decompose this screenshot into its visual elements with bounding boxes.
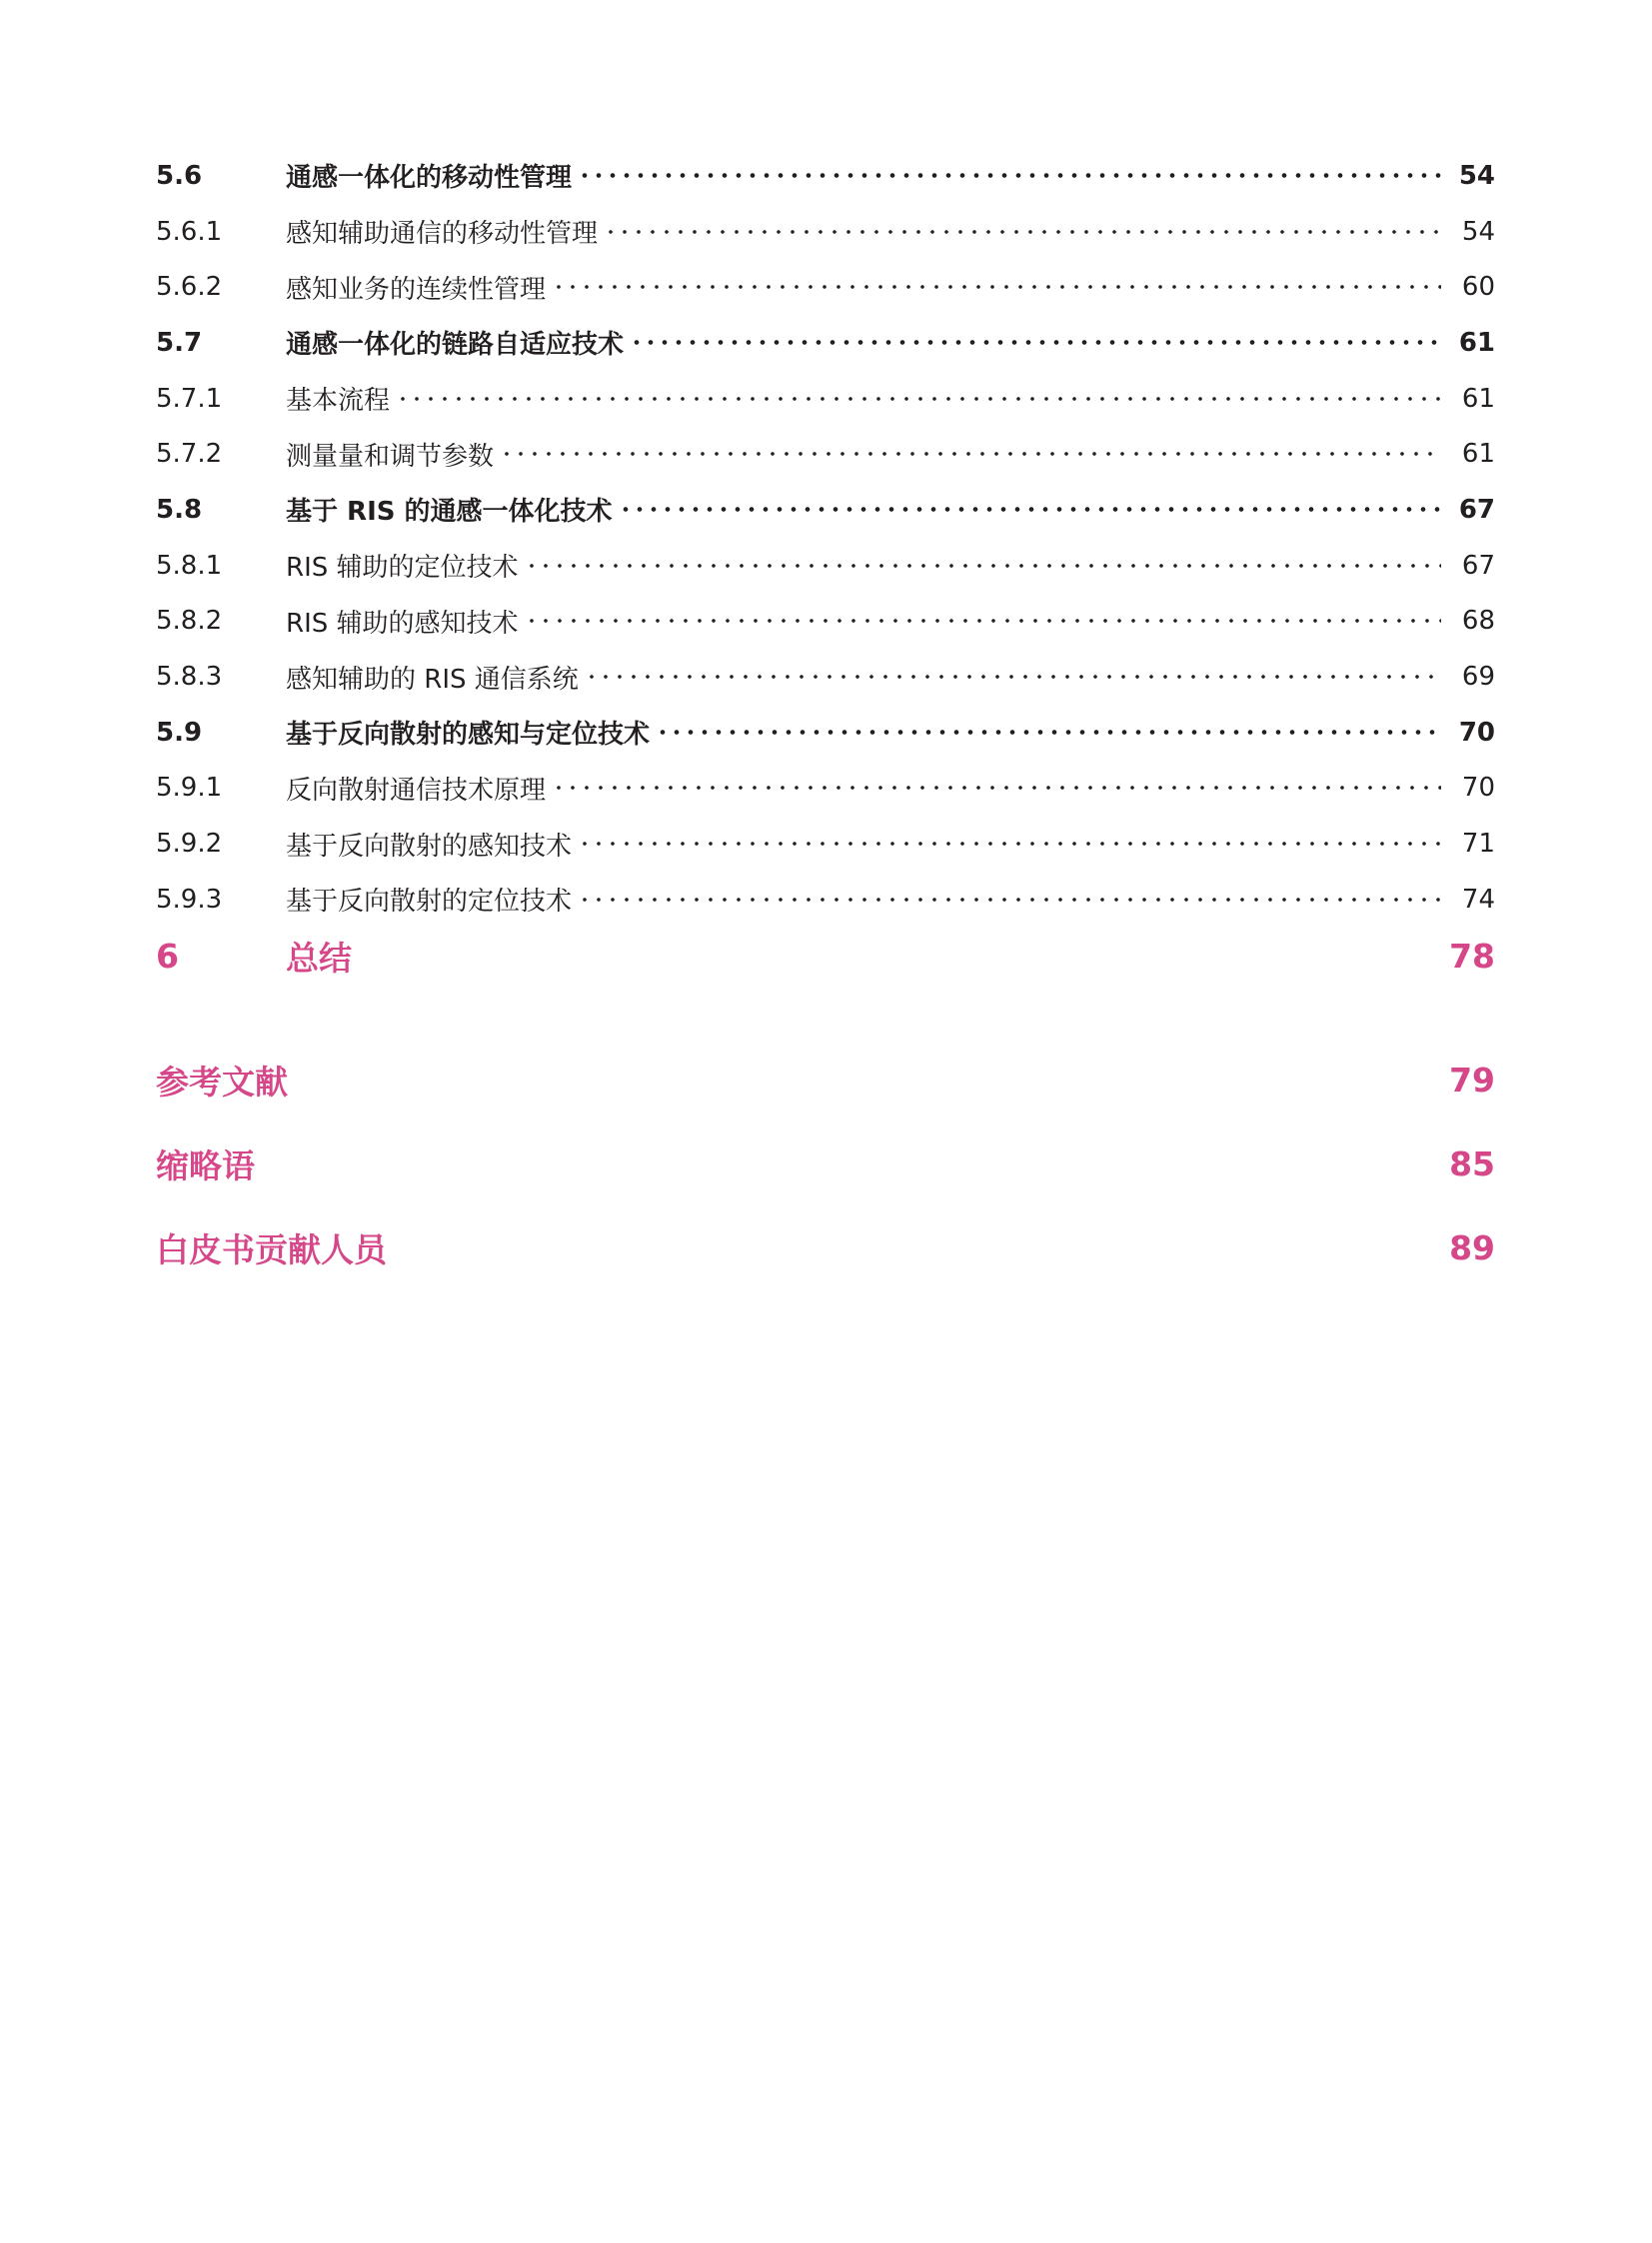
back-matter-page: 85: [1449, 1143, 1495, 1183]
toc-entry-number: 5.7.1: [156, 383, 223, 414]
toc-entry-5-8[interactable]: [156, 482, 1495, 538]
toc-entry-5-8-2[interactable]: [156, 594, 1495, 650]
toc-entry-5-8-1[interactable]: [156, 538, 1495, 594]
toc-entry-title: RIS 辅助的感知技术: [286, 608, 519, 639]
toc-entry-number: 5.7: [156, 327, 203, 358]
toc-entry-title: 基于 RIS 的通感一体化技术: [286, 497, 613, 528]
dot-leader: [619, 507, 1441, 512]
toc-entry-title: 基本流程: [286, 386, 391, 417]
toc-entry-title: 基于反向散射的定位技术: [286, 887, 573, 918]
toc-entry-page: 67: [1461, 550, 1495, 581]
back-matter-page: 89: [1449, 1227, 1495, 1267]
table-of-contents: [156, 148, 1495, 986]
toc-entry-title: 反向散射通信技术原理: [286, 775, 547, 806]
back-matter-contributors[interactable]: [156, 1205, 1495, 1289]
toc-entry-title: 感知辅助的 RIS 通信系统: [286, 664, 579, 695]
toc-entry-page: 61: [1458, 327, 1495, 358]
toc-entry-5-8-3[interactable]: [156, 649, 1495, 705]
toc-entry-page: 54: [1461, 216, 1495, 247]
toc-entry-5-6[interactable]: [156, 148, 1495, 204]
toc-entry-page: 71: [1461, 829, 1495, 860]
dot-leader: [604, 230, 1441, 234]
toc-entry-page: 60: [1461, 272, 1495, 303]
dot-leader: [578, 173, 1441, 178]
toc-chapter-6[interactable]: [156, 928, 1495, 986]
toc-entry-number: 5.6.2: [156, 272, 223, 303]
dot-leader: [630, 340, 1441, 345]
dot-leader: [585, 675, 1441, 679]
toc-entry-title: 基于反向散射的感知与定位技术: [286, 720, 651, 751]
dot-leader: [396, 397, 1441, 401]
back-matter-references[interactable]: [156, 1038, 1495, 1122]
toc-entry-title: 基于反向散射的感知技术: [286, 831, 573, 862]
dot-leader: [500, 452, 1441, 456]
toc-entry-page: 61: [1461, 439, 1495, 470]
toc-entry-number: 5.7.2: [156, 439, 223, 470]
toc-chapter-title: 总结: [286, 939, 352, 979]
toc-entry-page: 70: [1458, 717, 1495, 748]
toc-entry-title: RIS 辅助的定位技术: [286, 553, 519, 584]
toc-entry-title: 感知业务的连续性管理: [286, 274, 547, 305]
toc-entry-page: 69: [1461, 662, 1495, 693]
back-matter-title: 白皮书贡献人员: [156, 1229, 387, 1269]
toc-entry-5-7-2[interactable]: [156, 426, 1495, 482]
toc-entry-5-9-1[interactable]: [156, 761, 1495, 817]
dot-leader: [578, 898, 1441, 902]
back-matter: [156, 1038, 1495, 1289]
toc-entry-page: 68: [1461, 606, 1495, 637]
back-matter-page: 79: [1449, 1060, 1495, 1100]
dot-leader: [552, 786, 1441, 790]
toc-entry-number: 5.9: [156, 717, 203, 748]
back-matter-title: 缩略语: [156, 1145, 255, 1185]
toc-entry-number: 5.9.3: [156, 884, 223, 915]
back-matter-title: 参考文献: [156, 1062, 288, 1102]
toc-entry-title: 感知辅助通信的移动性管理: [286, 219, 599, 250]
toc-entry-5-6-2[interactable]: [156, 259, 1495, 315]
toc-entry-number: 5.6: [156, 160, 203, 191]
toc-entry-page: 74: [1461, 884, 1495, 915]
toc-entry-title: 通感一体化的链路自适应技术: [286, 330, 625, 361]
toc-entry-number: 5.6.1: [156, 216, 223, 247]
toc-entry-5-9[interactable]: [156, 705, 1495, 761]
dot-leader: [525, 564, 1441, 568]
toc-entry-number: 5.9.2: [156, 829, 223, 860]
toc-entry-number: 5.9.1: [156, 773, 223, 804]
toc-chapter-number: 6: [156, 937, 179, 977]
toc-entry-5-7[interactable]: [156, 315, 1495, 371]
toc-entry-page: 70: [1461, 773, 1495, 804]
toc-entry-5-7-1[interactable]: [156, 371, 1495, 427]
toc-entry-page: 67: [1458, 494, 1495, 525]
toc-entry-number: 5.8: [156, 494, 203, 525]
toc-entry-number: 5.8.1: [156, 550, 223, 581]
toc-entry-5-9-3[interactable]: [156, 872, 1495, 928]
toc-entry-5-6-1[interactable]: [156, 204, 1495, 260]
toc-entry-title: 通感一体化的移动性管理: [286, 163, 573, 194]
dot-leader: [578, 842, 1441, 846]
toc-entry-number: 5.8.3: [156, 662, 223, 693]
back-matter-abbreviations[interactable]: [156, 1122, 1495, 1205]
toc-entry-page: 61: [1461, 383, 1495, 414]
toc-entry-title: 测量量和调节参数: [286, 441, 495, 472]
dot-leader: [525, 619, 1441, 623]
toc-entry-page: 54: [1458, 160, 1495, 191]
dot-leader: [552, 285, 1441, 289]
toc-entry-5-9-2[interactable]: [156, 816, 1495, 872]
toc-entry-number: 5.8.2: [156, 606, 223, 637]
dot-leader: [656, 730, 1441, 735]
toc-chapter-page: 78: [1449, 937, 1495, 977]
